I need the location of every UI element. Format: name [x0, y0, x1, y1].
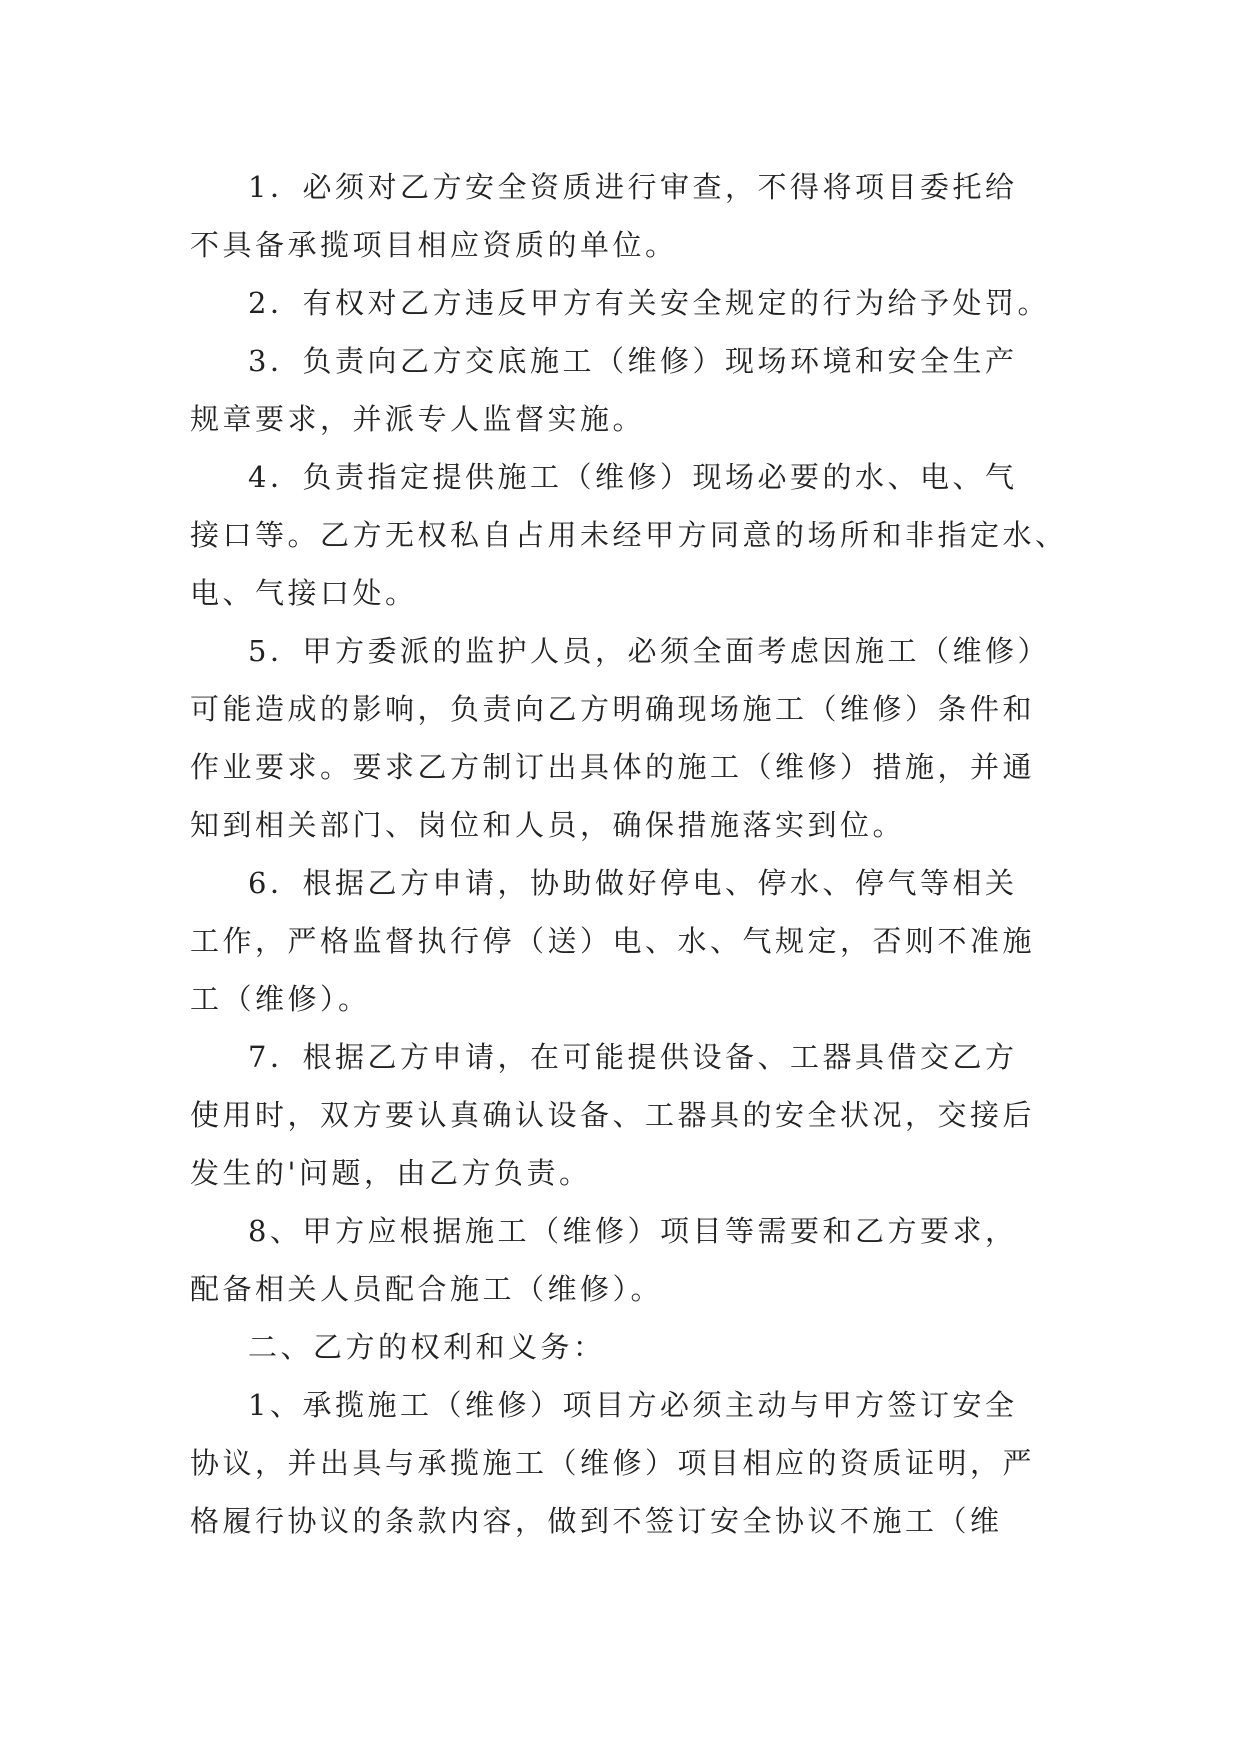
paragraph-3: [190, 332, 1070, 448]
paragraph-line: 协议，并出具与承揽施工（维修）项目相应的资质证明，严: [190, 1446, 1036, 1480]
paragraph-9: [190, 1376, 1070, 1550]
paragraph-line: 知到相关部门、岗位和人员，确保措施落实到位。: [190, 808, 906, 842]
document-body: [190, 158, 1070, 1550]
paragraph-line: 1．必须对乙方安全资质进行审查，不得将项目委托给: [248, 170, 1018, 204]
paragraph-line: 7．根据乙方申请，在可能提供设备、工器具借交乙方: [248, 1040, 1018, 1074]
paragraph-line: 规章要求，并派专人监督实施。: [190, 402, 646, 436]
paragraph-line: 5．甲方委派的监护人员，必须全面考虑因施工（维修）: [248, 634, 1050, 668]
paragraph-line: 工作，严格监督执行停（送）电、水、气规定，否则不准施: [190, 924, 1036, 958]
paragraph-line: 工（维修）。: [190, 982, 371, 1016]
section-heading: [190, 1318, 1070, 1376]
paragraph-2: [190, 274, 1070, 332]
paragraph-1: [190, 158, 1070, 274]
paragraph-line: 使用时，双方要认真确认设备、工器具的安全状况，交接后: [190, 1098, 1036, 1132]
paragraph-line: 1、承揽施工（维修）项目方必须主动与甲方签订安全: [248, 1388, 1018, 1422]
paragraph-6: [190, 854, 1070, 1028]
paragraph-line: 6．根据乙方申请，协助做好停电、停水、停气等相关: [248, 866, 1018, 900]
paragraph-line: 接口等。乙方无权私自占用未经甲方同意的场所和非指定水、: [190, 518, 1068, 552]
paragraph-7: [190, 1028, 1070, 1202]
paragraph-line: 格履行协议的条款内容，做到不签订安全协议不施工（维: [190, 1504, 1003, 1538]
paragraph-line: 配备相关人员配合施工（维修）。: [190, 1272, 664, 1306]
paragraph-line: 发生的'问题，由乙方负责。: [190, 1156, 592, 1190]
paragraph-4: [190, 448, 1070, 622]
paragraph-5: [190, 622, 1070, 854]
paragraph-line: 电、气接口处。: [190, 576, 418, 610]
paragraph-line: 4．负责指定提供施工（维修）现场必要的水、电、气: [248, 460, 1018, 494]
paragraph-line: 8、甲方应根据施工（维修）项目等需要和乙方要求，: [248, 1214, 1018, 1248]
section-heading-text: 二、乙方的权利和义务：: [248, 1330, 606, 1364]
paragraph-line: 不具备承揽项目相应资质的单位。: [190, 228, 678, 262]
paragraph-line: 作业要求。要求乙方制订出具体的施工（维修）措施，并通: [190, 750, 1036, 784]
paragraph-line: 2．有权对乙方违反甲方有关安全规定的行为给予处罚。: [248, 286, 1050, 320]
paragraph-line: 可能造成的影响，负责向乙方明确现场施工（维修）条件和: [190, 692, 1036, 726]
paragraph-8: [190, 1202, 1070, 1318]
paragraph-line: 3．负责向乙方交底施工（维修）现场环境和安全生产: [248, 344, 1018, 378]
